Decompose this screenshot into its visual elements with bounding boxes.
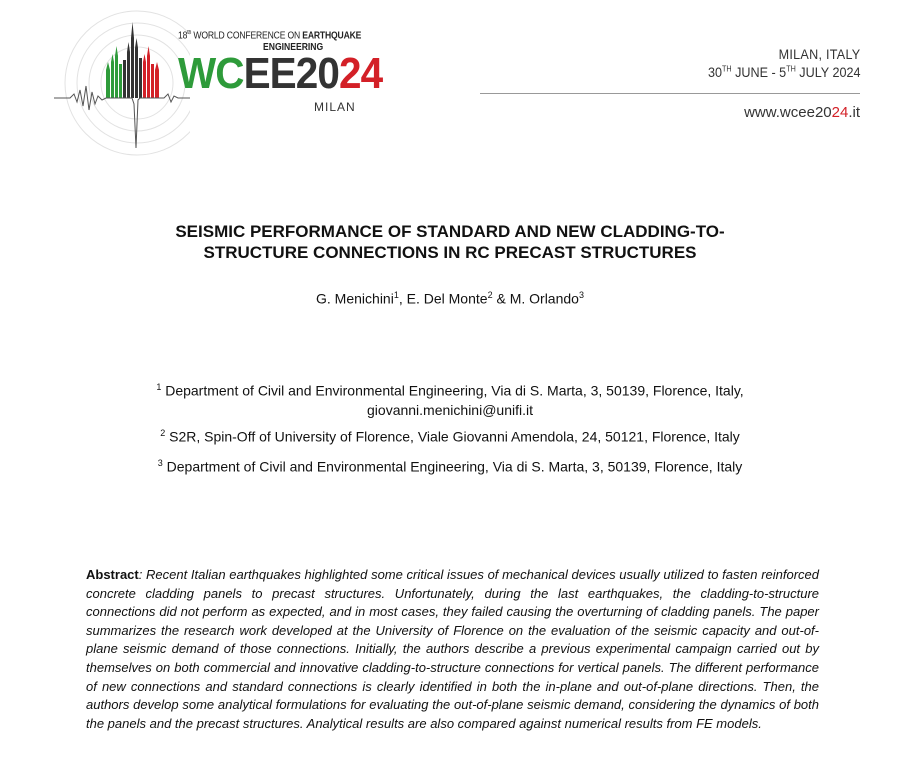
abstract: [86, 566, 819, 733]
header-divider: [480, 93, 860, 94]
conference-dates: 30TH JUNE - 5TH JULY 2024: [707, 64, 860, 80]
abstract-text: : Recent Italian earthquakes highlighted some critical issues of mechanical devices usually utilized to fasten reinforced concrete cladding panels to precast structures. Unfortunately, during the last earthquakes, the cladding-to-structure connections did not perform as expected, and in most cases, they failed causing the overturning of cladding panels. The paper summarizes the research work developed at the University of Florence on the evaluation of the seismic capacity and out-of-plane seismic demand of those connections. Initially, the authors describe a previous experimental campaign carried out by themselves on both commercial and innovative cladding-to-structure connections for vertical panels. The different performance of new connections and standard connections is clearly identified in both the in-plane and out-of-plane directions. Then, the authors develop some analytical formulations for evaluating the out-of-plane seismic demand, considering the dynamics of both the panels and the precast structures. Analytical results are also compared against numerical results from FE models.: [86, 567, 819, 731]
conference-logo-art: [40, 8, 190, 158]
wcee-logo-text: WCEE2024: [178, 49, 383, 98]
logo-city: MILAN: [314, 100, 356, 114]
affiliation-1: $^1$ Department of Civil and Environmental Engineering, Via di S. Marta, 3, 50139, Florence, Italy, giovanni.menichini@unifi.it: [100, 378, 800, 420]
paper-title-line1: SEISMIC PERFORMANCE OF STANDARD AND NEW CLADDING-TO-: [175, 222, 725, 241]
conference-location-block: [691, 46, 860, 80]
affiliation-3: $^3$ Department of Civil and Environmental Engineering, Via di S. Marta, 3, 50139, Florence, Italy: [157, 458, 743, 475]
cathedral-icon: [106, 22, 159, 98]
author-name: E. Del Monte: [406, 290, 488, 307]
abstract-label: Abstract: [86, 567, 139, 582]
paper-title-line2: STRUCTURE CONNECTIONS IN RC PRECAST STRUCTURES: [203, 243, 697, 262]
paper-title: [70, 221, 830, 263]
conference-name-line2: ENGINEERING: [263, 42, 324, 53]
author-email[interactable]: giovanni.menichini@unifi.it: [367, 401, 533, 418]
conference-name-line1: 18th WORLD CONFERENCE ON EARTHQUAKE: [178, 30, 362, 42]
paper-authors: G. Menichini$^1$, E. Del Monte$^2$ & M. Orlando$^3$: [316, 290, 584, 307]
conference-location: MILAN, ITALY: [778, 46, 860, 62]
affiliation-2: $^2$ S2R, Spin-Off of University of Florence, Viale Giovanni Amendola, 24, 50121, Florence, Italy: [160, 428, 740, 445]
conference-website[interactable]: www.wcee2024.it: [744, 104, 860, 121]
author-name: M. Orlando: [509, 290, 579, 307]
author-name: G. Menichini: [316, 290, 394, 307]
